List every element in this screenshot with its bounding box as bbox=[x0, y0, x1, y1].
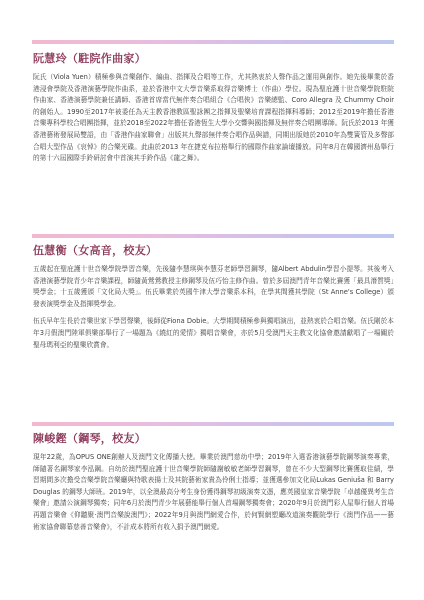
bio-section-soprano bbox=[33, 244, 394, 357]
section-divider-bar bbox=[32, 40, 394, 44]
bio-paragraph: 五歲起在聖庇護十世音樂學院學習音樂，先後隨李慧琪與李慧芬老師學習鋼琴，隨Albert Abdulin學習小提琴。其後考入香港演藝學院青少年音樂課程，師隨黃鶯鶯教授主修鋼琴及伍巧怡主修作曲。曾於多屆澳門青年音樂比賽獲「最具潛質獎」獎學金；十五歲獲頒「文化局大獎」。伍氏畢業於英國牛津大學音樂系本科，在學其間獲其學院（St Anne's College）頒發表演獎學金及指揮獎學金。 bbox=[33, 265, 394, 308]
bio-heading: 陳峻鏗（鋼琴，校友） bbox=[33, 432, 146, 445]
bio-heading: 阮慧玲（駐院作曲家） bbox=[33, 52, 146, 65]
bio-paragraph: 現年22歲，為OPUS ONE創辦人及澳門文化傳播大使。畢業於澳門慈幼中學；2019年入選香港演藝學院鋼琴演奏專業，師隨著名鋼琴家李泓鋼。自幼於澳門聖庇護十世音樂學院師隨謝敏敏老師學習鋼琴，曾在不少大型鋼琴比賽獲取佳績，學習期間多次擔受音樂學院音樂廳與特歌表揚士及其院藝術家貴為伶俐士指導；並獲選參加文化局Lukas Geniuša 和 Barry Douglas 的鋼琴大師班。2019年，以全澳最高分考生身份獲得鋼琴初級演奏文憑，應英國皇家音樂學院「卓越優異考生音樂會」邀請公演鋼琴獨奏；同年6月於澳門青少年展藝能舉行個人首場鋼琴獨奏會；2020年9月於澳門彩人屋舉行個人首場再題音樂會《仰聽聚‧澳門音樂說澳門》；2022年9月與澳門網愛合作，於何賢網塑廳改道演奏觀院學行《澳門作品——藝術家協會聯幕慈善音樂會》，不計成本將所有收入捐予澳門網愛。 bbox=[33, 453, 394, 531]
section-divider-bar bbox=[32, 422, 394, 426]
section-divider-bar bbox=[32, 234, 394, 238]
bio-heading: 伍慧衡（女高音，校友） bbox=[33, 244, 158, 257]
bio-section-pianist bbox=[33, 432, 394, 539]
bio-section-viola-yuen bbox=[33, 52, 394, 171]
bio-paragraph: 伍氏早年生長於音樂世家下學習聲樂，後師從Fiona Dobie。大學期間積極參與獨唱演出，並熱衷於合唱音樂。伍氏剛於本年3月假澳門陸軍俱樂部舉行了一場題為《繞紅的愛情》獨唱音樂會，亦於5月受澳門天主教文化協會邀請獻唱了一場關於聖母瑪利亞的聖樂欣賞會。 bbox=[33, 317, 394, 349]
bio-paragraph: 阮氏（Viola Yuen）積極參與音樂創作、編曲、指揮及合唱等工作，尤其熱衷於人聲作品之運用與創作。她先後畢業於香港浸會學院及香港演藝學院作曲系，並於香港中文大學音樂系取得音樂博士（作曲）學位。現為聖庇護十世音樂學院駐院作曲家、香港演藝學院兼任講師、香港首席當代無伴奏合唱組合《合唱俠》音樂總監、Coro Allegra 及 Chummy Choir 的創始人。1990至2017年被委任為天主教香港教區聖詠團之指揮及聖樂培育課程指揮科導師；2012至2019年擔任香港音樂專科學校合唱團指揮，並於2018至2022年擔任香港恆生大學小交響與國指揮及無伴奏合唱團導師。阮氏於2013 年獲香港藝術發展局雙語，由「香港作曲家聯會」出版其九聲部無伴奏合唱作品與譜，同期出版她於2010年為雙簧管及多聲部合唱大型作品《哀悼》的合樂光碟。此曲於2013 年在捷克布拉格舉行的國際作曲家論壇播放。同年8月在韓國濟州島舉行的第十六屆國際手鈴研討會中首演其手鈴作品《龍之舞》。 bbox=[33, 73, 394, 163]
